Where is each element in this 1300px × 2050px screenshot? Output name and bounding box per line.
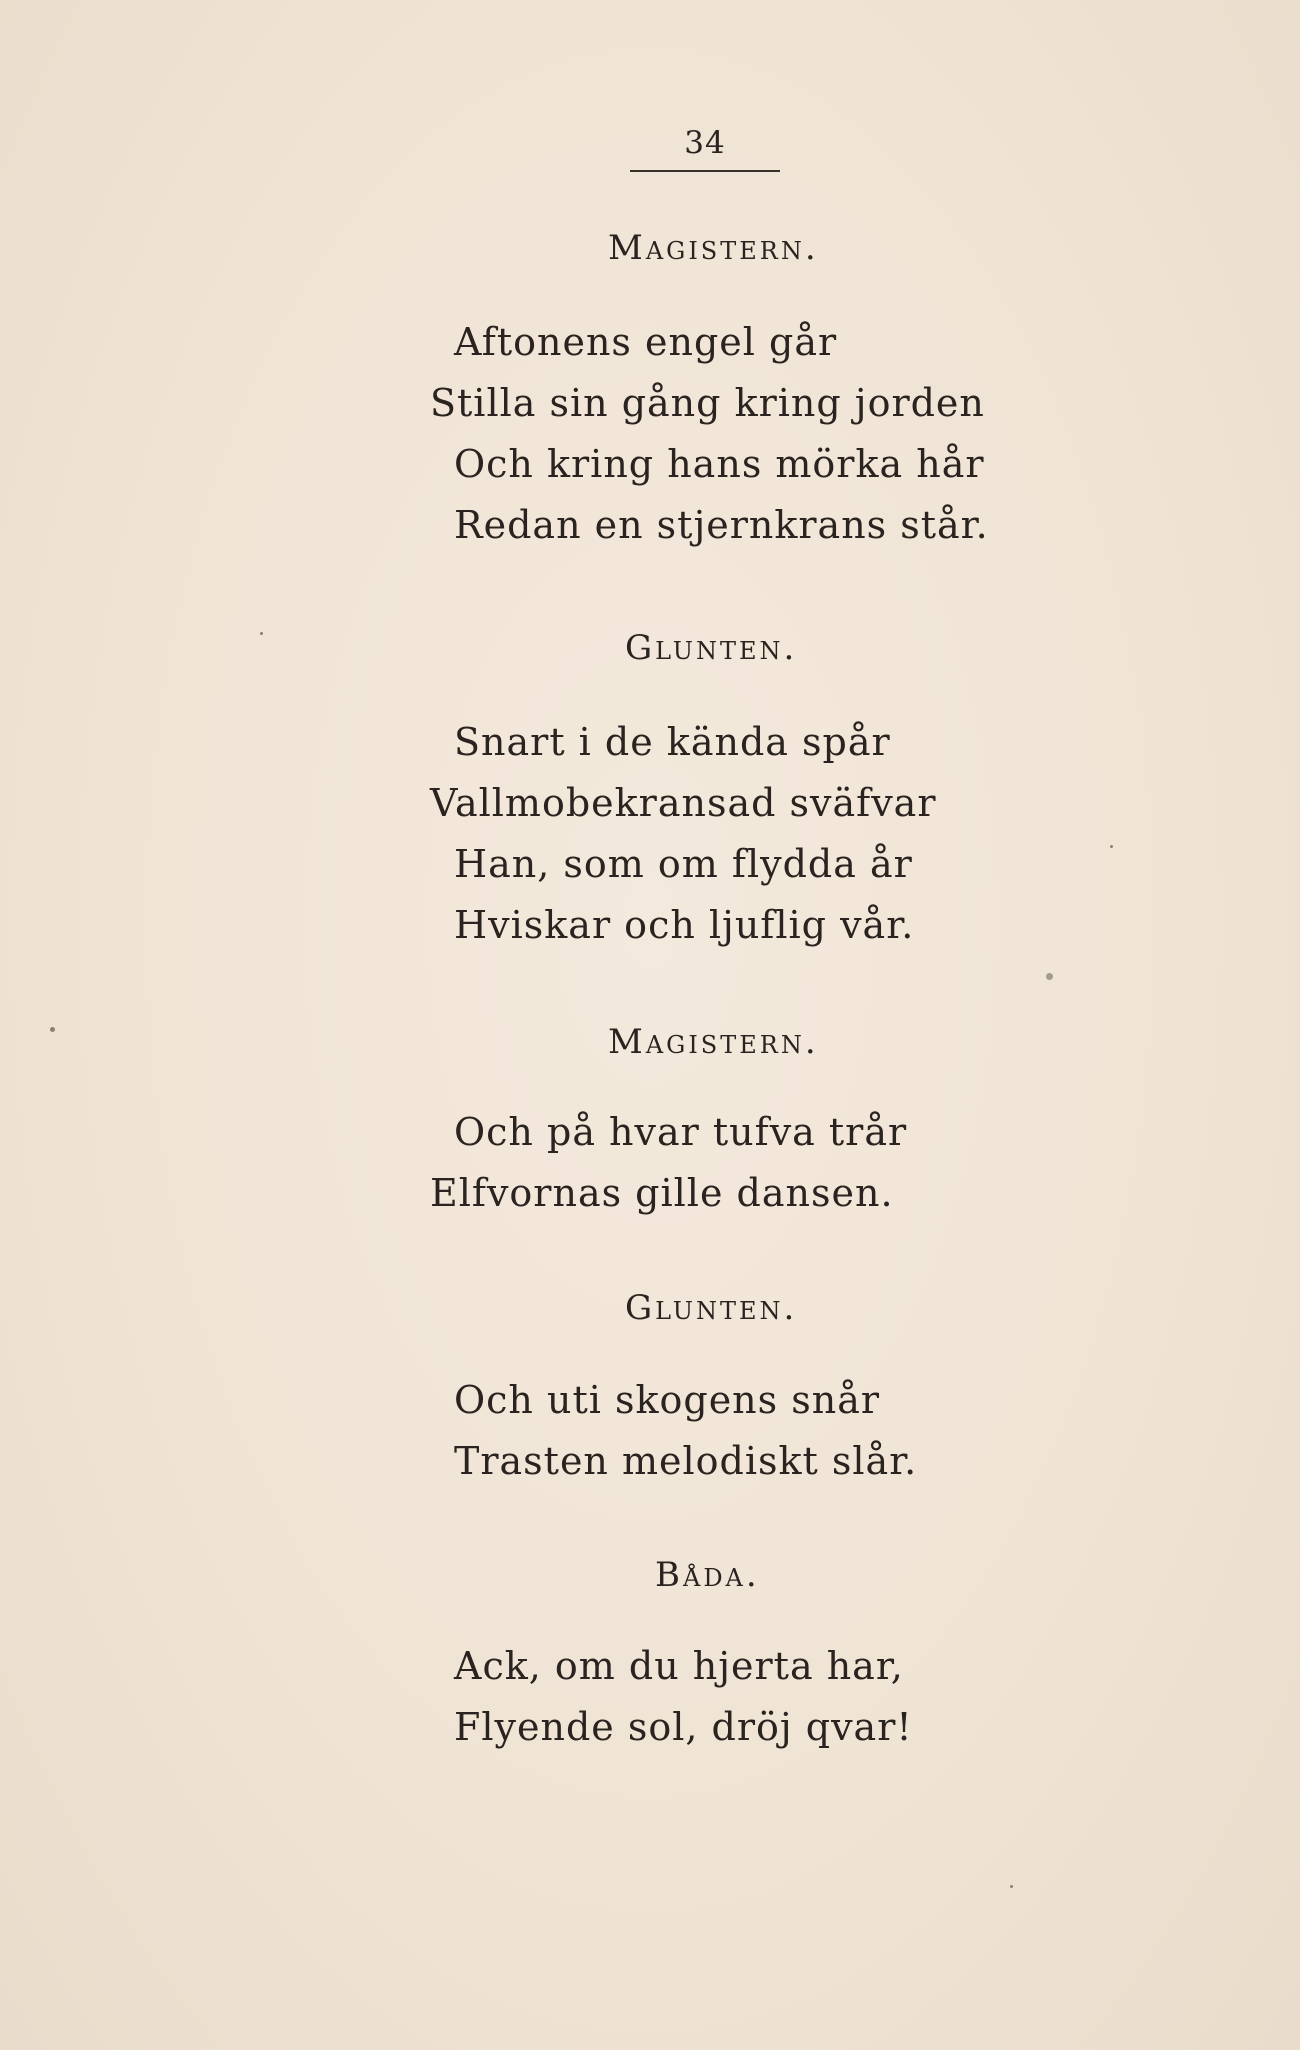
speaker-heading: Glunten. (625, 628, 798, 668)
stanza (430, 1370, 917, 1492)
verse-line: Och uti skogens snår (454, 1378, 881, 1422)
speaker-heading: Magistern. (608, 1022, 819, 1062)
paper-speck (50, 1027, 55, 1032)
verse-line: Vallmobekransad sväfvar (430, 781, 937, 825)
paper-speck (1010, 1885, 1013, 1888)
speaker-heading: Båda. (655, 1555, 760, 1595)
header-rule (630, 170, 780, 172)
page-number: 34 (684, 125, 726, 161)
speaker-heading: Glunten. (625, 1288, 798, 1328)
verse-line: Trasten melodiskt slår. (454, 1439, 918, 1483)
verse-line: Elfvornas gille dansen. (430, 1171, 894, 1215)
verse-line: Och kring hans mörka hår (454, 442, 985, 486)
verse-line: Aftonens engel går (454, 320, 838, 364)
paper-speck (1110, 845, 1113, 848)
verse-line: Ack, om du hjerta har, (454, 1644, 904, 1688)
stanza (430, 712, 937, 956)
verse-line: Stilla sin gång kring jorden (430, 381, 985, 425)
stanza (430, 1636, 913, 1758)
paper-speck (1046, 973, 1053, 980)
verse-line: Snart i de kända spår (454, 720, 891, 764)
verse-line: Hviskar och ljuflig vår. (454, 903, 915, 947)
stanza (430, 312, 989, 556)
stanza (430, 1102, 907, 1224)
paper-speck (260, 632, 263, 635)
speaker-heading: Magistern. (608, 228, 819, 268)
verse-line: Han, som om flydda år (454, 842, 913, 886)
verse-line: Och på hvar tufva trår (454, 1110, 908, 1154)
verse-line: Flyende sol, dröj qvar! (454, 1705, 913, 1749)
verse-line: Redan en stjernkrans står. (454, 503, 989, 547)
